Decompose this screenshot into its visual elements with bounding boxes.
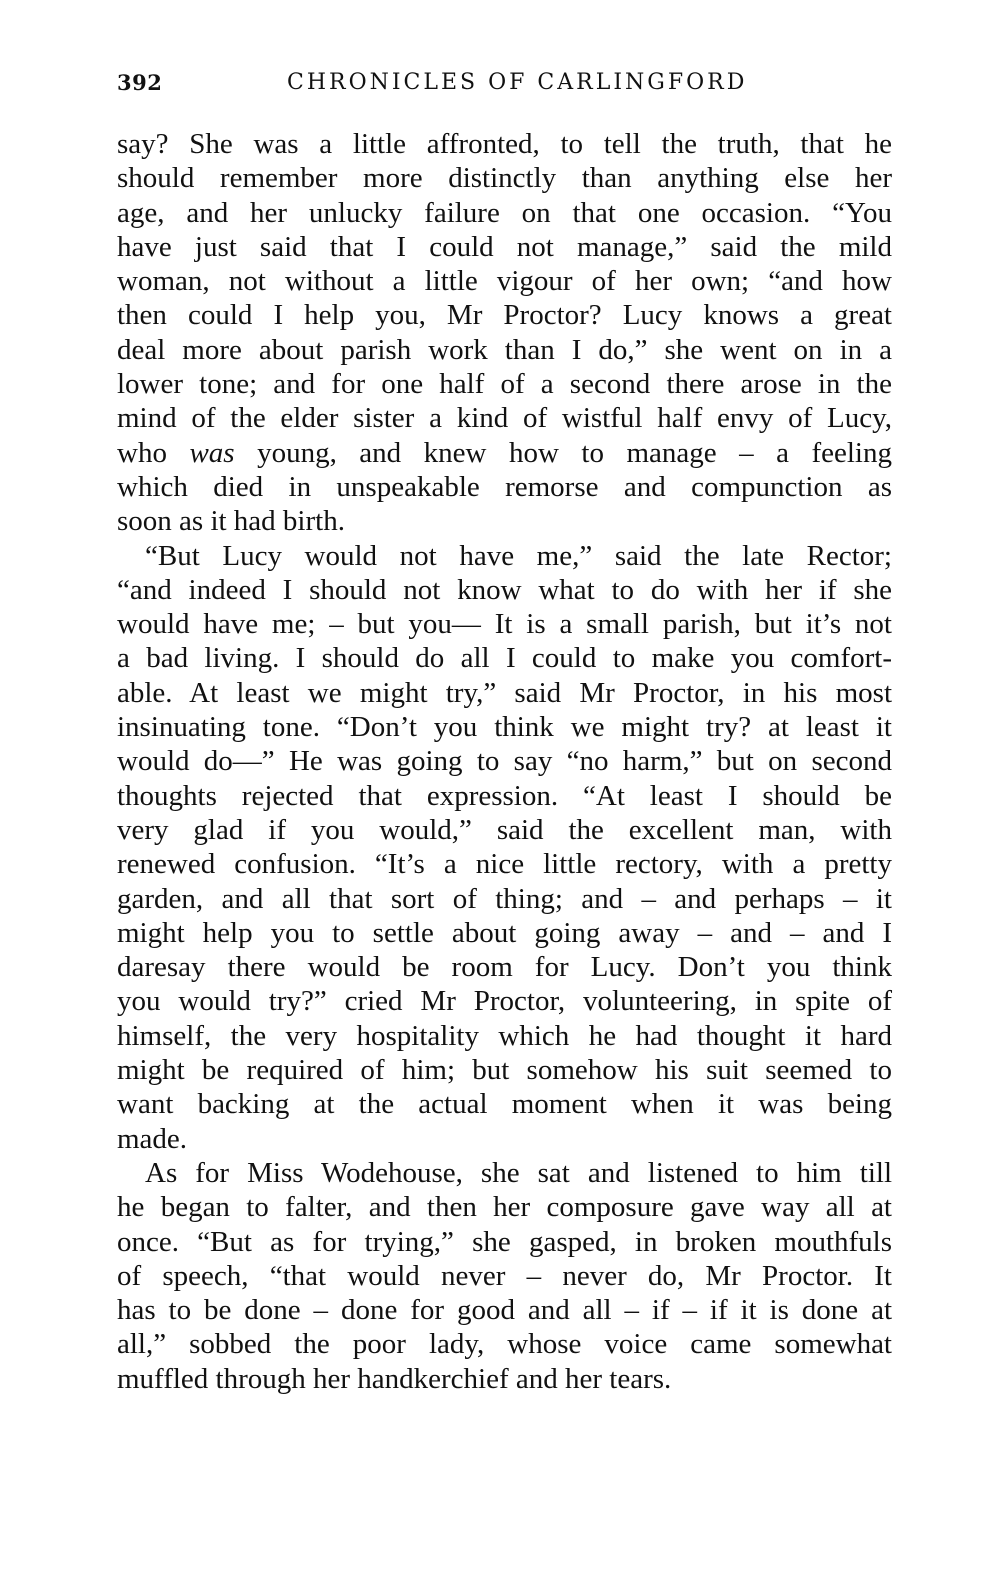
text-line: say? She was a little affronted, to tell the truth, that he: [117, 128, 892, 160]
text-line: lower tone; and for one half of a second there arose in the: [117, 368, 892, 401]
running-head: [117, 70, 892, 100]
text-line: renewed confusion. “It’s a nice little rectory, with a pretty: [117, 848, 892, 881]
text-line: then could I help you, Mr Proctor? Lucy knows a great: [117, 299, 892, 332]
text-line: all,” sobbed the poor lady, whose voice came somewhat: [117, 1328, 892, 1361]
text-line: insinuating tone. “Don’t you think we might try? at least it: [117, 711, 892, 744]
paragraph-2: [117, 539, 892, 1156]
text-line: would do—” He was going to say “no harm,” but on second: [117, 745, 892, 778]
text-line: able. At least we might try,” said Mr Proctor, in his most: [117, 676, 892, 709]
text-line-italic-was: who was young, and knew how to manage – a feeling: [117, 436, 892, 469]
text-line: has to be done – done for good and all – if – if it is done at: [117, 1294, 892, 1327]
text-line: As for Miss Wodehouse, she sat and listened to him till: [145, 1156, 892, 1189]
text-line: “But Lucy would not have me,” said the late Rector;: [145, 539, 892, 572]
paragraph-1: [117, 127, 892, 539]
text-line: once. “But as for trying,” she gasped, in broken mouthfuls: [117, 1225, 892, 1258]
text-line: a bad living. I should do all I could to make you comfort-: [117, 642, 892, 675]
text-line: thoughts rejected that expression. “At least I should be: [117, 779, 892, 812]
text-line: made.: [117, 1122, 188, 1155]
book-title: CHRONICLES OF CARLINGFORD: [287, 70, 748, 95]
text-line: age, and her unlucky failure on that one occasion. “You: [117, 196, 892, 229]
page-number: 392: [117, 70, 163, 95]
text-line: should remember more distinctly than anything else her: [117, 162, 892, 195]
text-line: might be required of him; but somehow his suit seemed to: [117, 1054, 892, 1087]
text-line: muffled through her handkerchief and her tears.: [117, 1362, 672, 1395]
text-line: want backing at the actual moment when it was being: [117, 1088, 892, 1121]
text-line: have just said that I could not manage,” said the mild: [117, 230, 892, 263]
text-line: he began to falter, and then her composure gave way all at: [117, 1191, 892, 1224]
text-line: of speech, “that would never – never do, Mr Proctor. It: [117, 1259, 892, 1292]
text-line: would have me; – but you— It is a small parish, but it’s not: [117, 608, 892, 641]
text-line: you would try?” cried Mr Proctor, volunteering, in spite of: [117, 985, 892, 1018]
body-text: [117, 127, 892, 1396]
paragraph-3: [117, 1156, 892, 1396]
text-line: very glad if you would,” said the excellent man, with: [117, 813, 892, 846]
text-line: mind of the elder sister a kind of wistful half envy of Lucy,: [117, 402, 892, 435]
text-line: himself, the very hospitality which he had thought it hard: [117, 1019, 892, 1052]
text-line: deal more about parish work than I do,” she went on in a: [117, 333, 892, 366]
text-line: daresay there would be room for Lucy. Don’t you think: [117, 951, 892, 984]
text-line: might help you to settle about going away – and – and I: [117, 916, 892, 949]
text-line: “and indeed I should not know what to do with her if she: [117, 573, 892, 606]
text-line: which died in unspeakable remorse and compunction as: [117, 470, 892, 503]
text-line: soon as it had birth.: [117, 505, 345, 538]
text-line: garden, and all that sort of thing; and – and perhaps – it: [117, 882, 892, 915]
text-line: woman, not without a little vigour of her own; “and how: [117, 265, 892, 298]
